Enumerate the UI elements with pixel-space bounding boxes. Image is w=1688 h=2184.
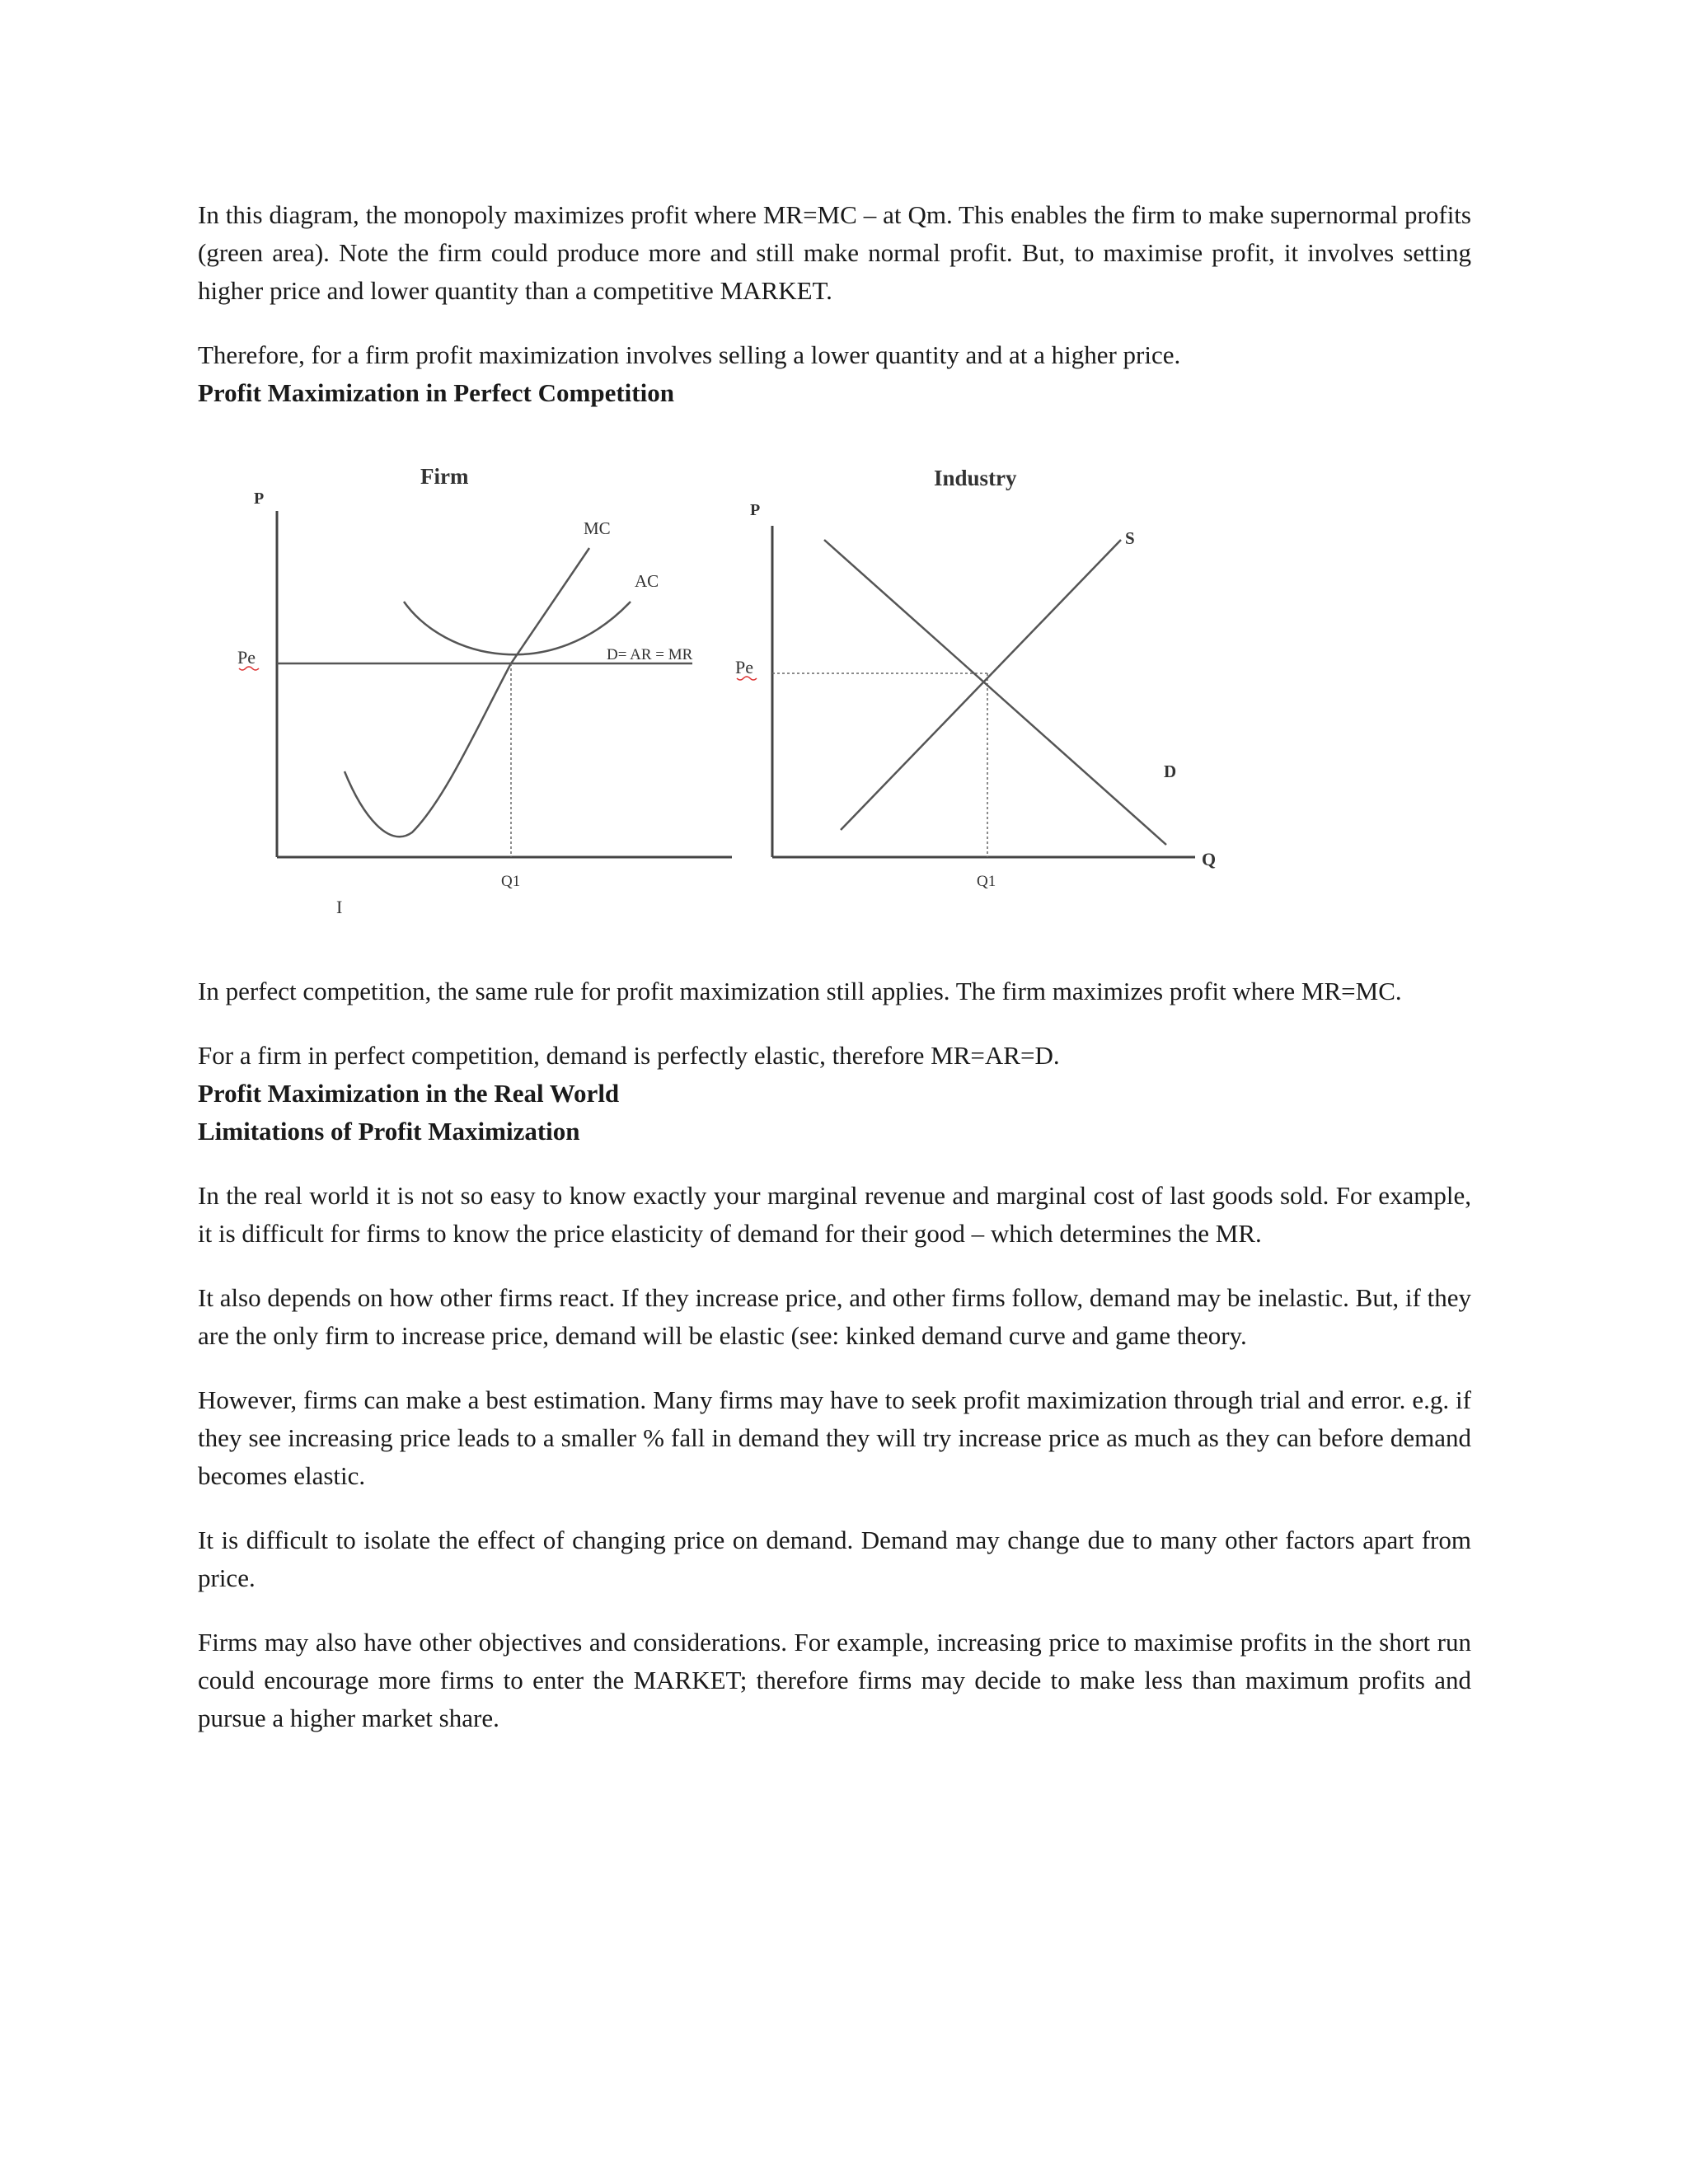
firm-mc-curve (345, 548, 589, 837)
paragraph-estimation: However, firms can make a best estimation. Many firms may have to seek profit maximization through trial and error. e.g. if they see increasing price leads to a smaller % fall in demand they will try increase price as much as they can before demand becomes elastic. (198, 1385, 1471, 1490)
paragraph-monopoly: In this diagram, the monopoly maximizes profit where MR=MC – at Qm. This enables the firm to make supernormal profits (green area). Note the firm could produce more and still make normal profit. But, to maximise profit, it involves setting higher price and lower quantity than a competitive MARKET. (198, 200, 1471, 305)
firm-stray-mark: I (336, 897, 343, 917)
industry-demand-label: D (1164, 762, 1177, 781)
industry-title: Industry (934, 466, 1017, 490)
industry-pe-label: Pe (735, 657, 753, 677)
firm-p-axis-label: P (254, 490, 265, 508)
industry-q1-label: Q1 (977, 873, 996, 890)
firm-pe-label: Pe (237, 647, 256, 668)
paragraph-perfect-competition: In perfect competition, the same rule for profit maximization still applies. The firm maximizes profit where MR=MC. (198, 977, 1402, 1005)
paragraph-therefore: Therefore, for a firm profit maximization involves selling a lower quantity and at a higher price. (198, 340, 1181, 369)
firm-industry-diagram (198, 462, 1471, 940)
paragraph-perfectly-elastic: For a firm in perfect competition, demand is perfectly elastic, therefore MR=AR=D. (198, 1041, 1060, 1070)
paragraph-other-firms: It also depends on how other firms react. If they increase price, and other firms follow, demand may be inelastic. But, if they are the only firm to increase price, demand will be elastic (see: kinked demand curve and game theory. (198, 1283, 1471, 1350)
firm-mc-label: MC (584, 518, 611, 538)
document-page (198, 196, 1471, 1737)
industry-q-axis-label: Q (1202, 849, 1217, 869)
firm-ac-curve (404, 602, 631, 654)
paragraph-real-world: In the real world it is not so easy to know exactly your marginal revenue and marginal cost of last goods sold. For example, it is difficult for firms to know the price elasticity of demand for their good – which determines the MR. (198, 1181, 1471, 1248)
industry-supply-curve (841, 540, 1121, 830)
perfect-competition-figure (198, 462, 1471, 940)
industry-supply-label: S (1125, 528, 1135, 548)
heading-perfect-competition: Profit Maximization in Perfect Competition (198, 378, 674, 407)
industry-p-axis-label: P (750, 501, 761, 519)
paragraph-isolate-effect: It is difficult to isolate the effect of changing price on demand. Demand may change due to many other factors apart from price. (198, 1526, 1471, 1592)
industry-demand-curve (824, 540, 1166, 845)
firm-title: Firm (420, 464, 469, 489)
heading-real-world: Profit Maximization in the Real World (198, 1079, 620, 1108)
firm-ac-label: AC (635, 571, 659, 591)
heading-limitations: Limitations of Profit Maximization (198, 1117, 580, 1146)
firm-demand-label: D= AR = MR (607, 646, 693, 663)
paragraph-other-objectives: Firms may also have other objectives and considerations. For example, increasing price to maximise profits in the short run could encourage more firms to enter the MARKET; therefore firms may decide to make less than maximum profits and pursue a higher market share. (198, 1628, 1471, 1732)
firm-q1-label: Q1 (501, 873, 521, 890)
